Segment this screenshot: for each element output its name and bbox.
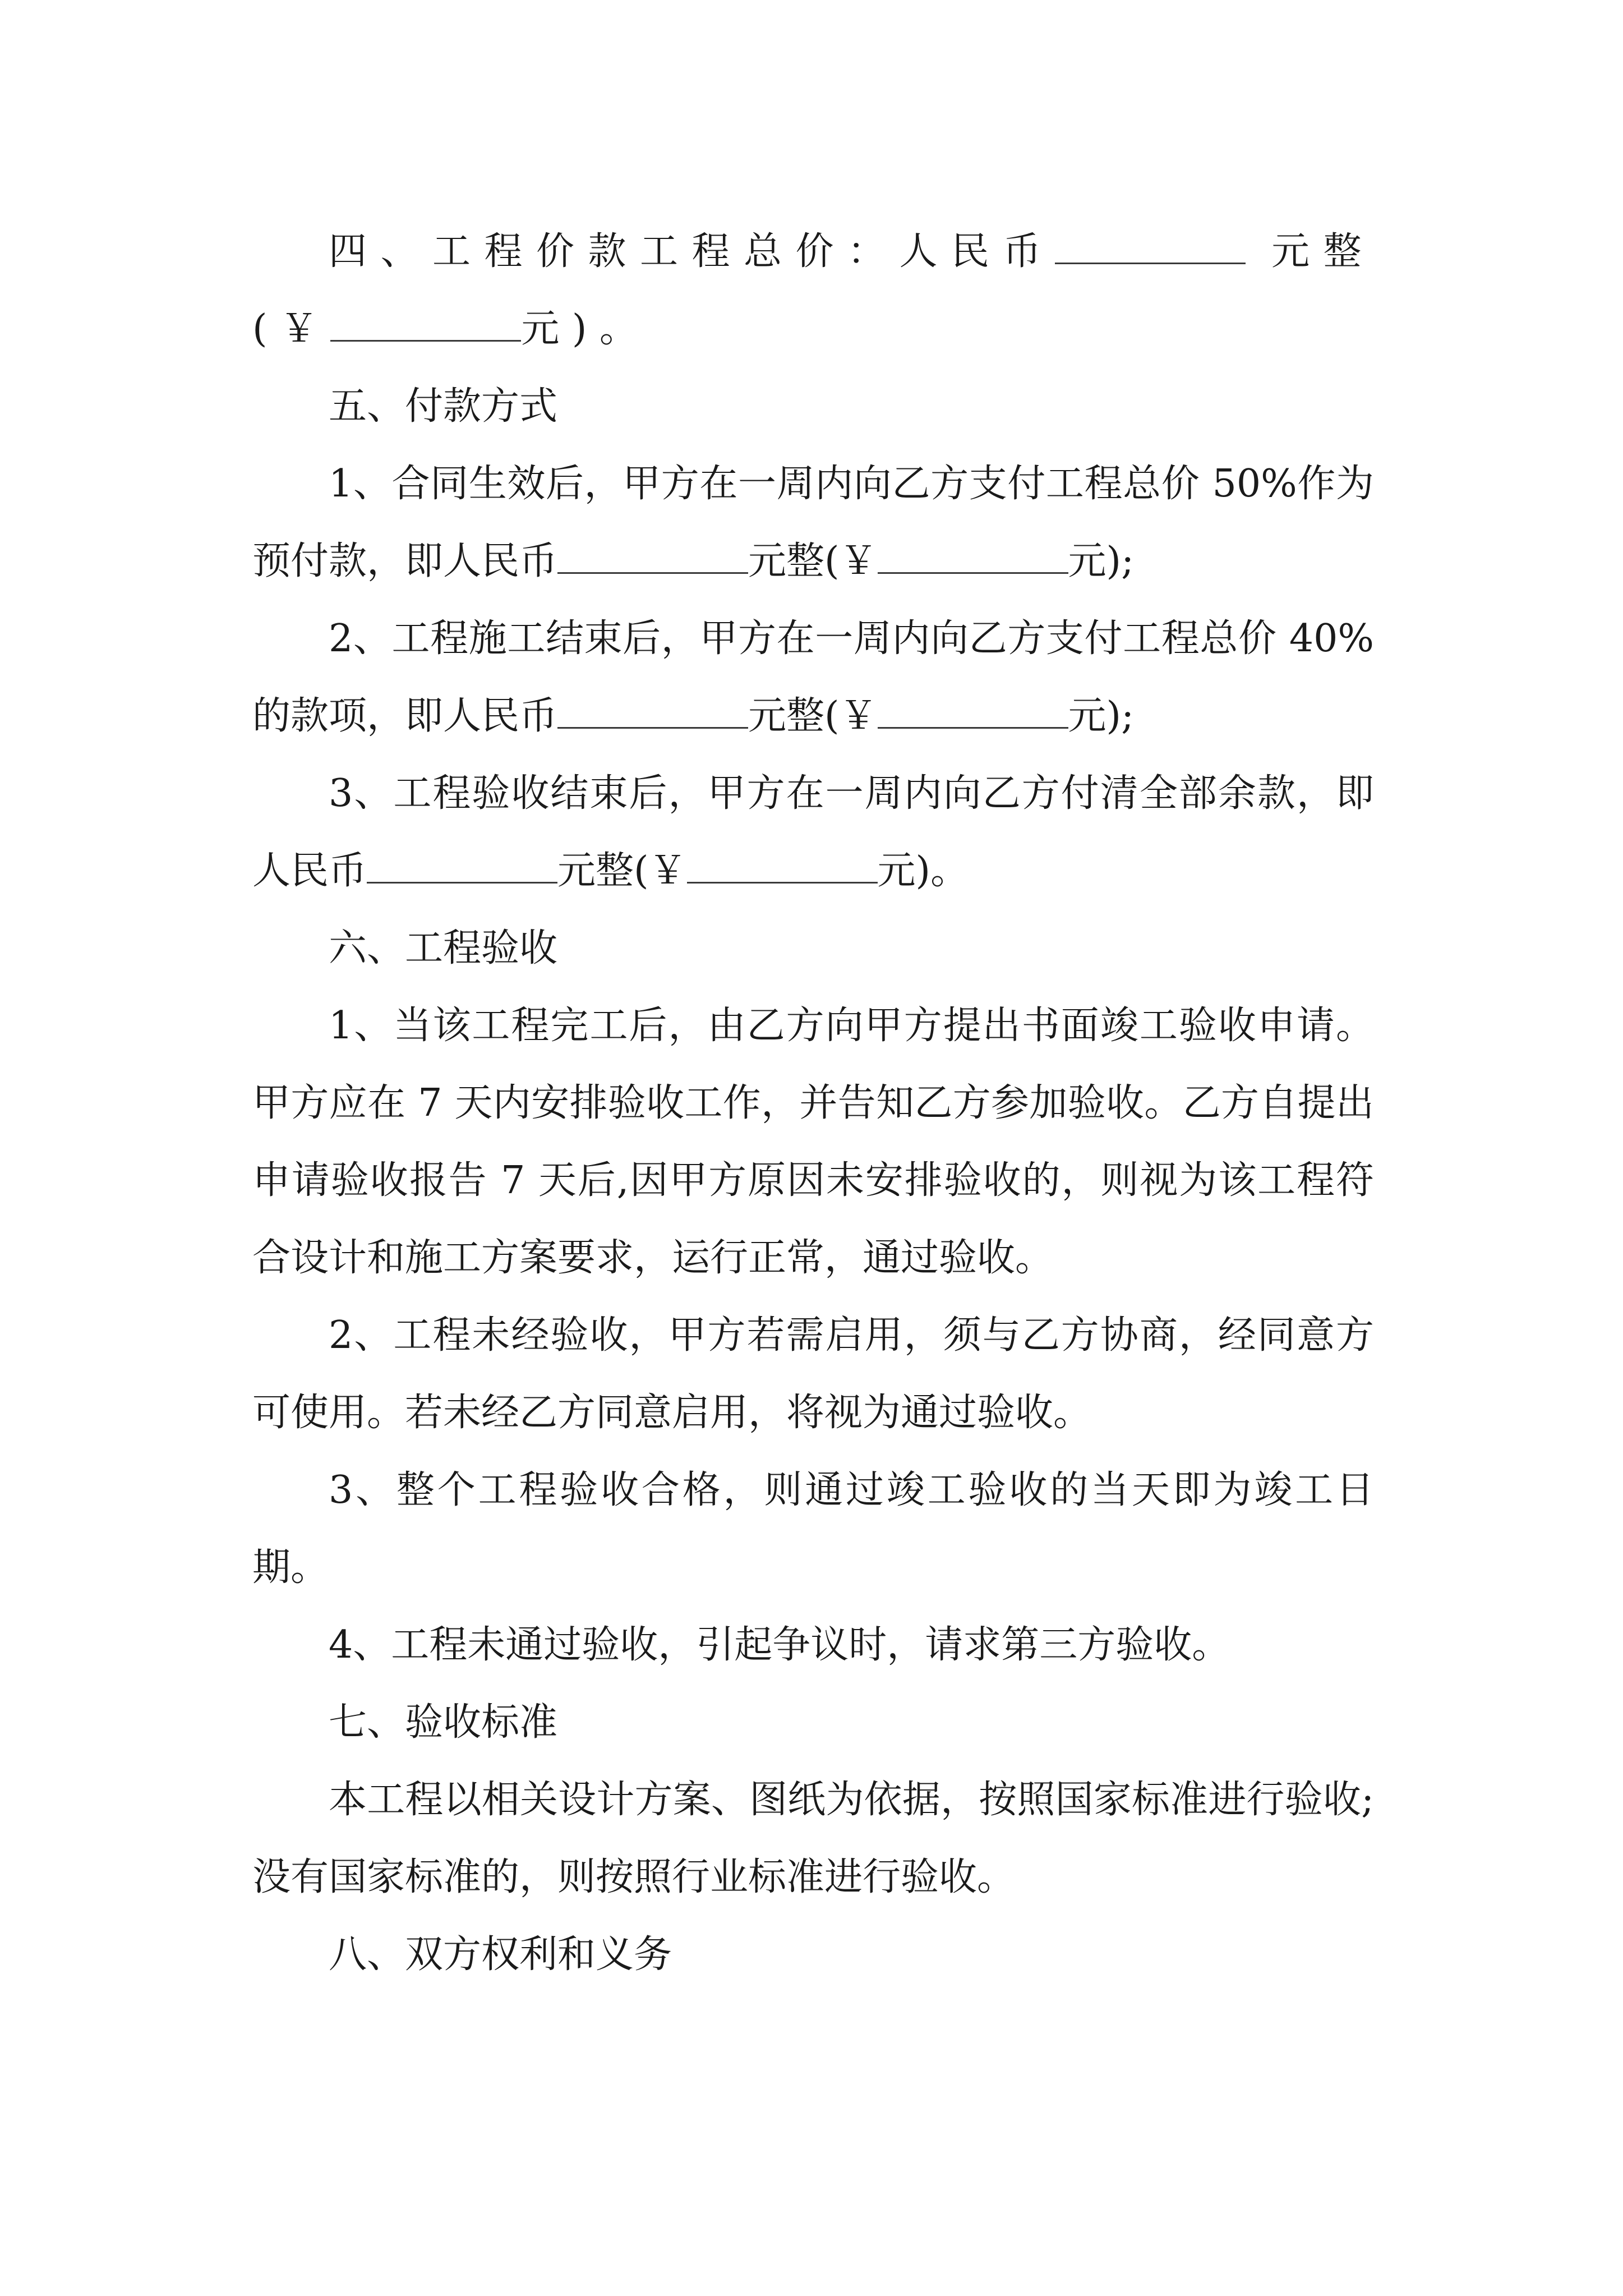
section-4-text-mid: 元整(￥: [252, 229, 1374, 351]
amount-blank[interactable]: [367, 848, 557, 884]
section-5-heading: 五、付款方式: [329, 384, 558, 429]
section-7-heading: 七、验收标准: [329, 1700, 558, 1745]
item-3-text-before: 3、工程验收结束后，甲方在一周内向乙方付清全部余款，即人民币: [252, 771, 1374, 893]
amount-figure-blank[interactable]: [330, 306, 521, 342]
section-7-body: 本工程以相关设计方案、图纸为依据，按照国家标准进行验收;没有国家标准的，则按照行业标准进行验收。: [252, 1778, 1374, 1899]
item-3-text-mid: 元整(￥: [557, 849, 687, 893]
item-2-text-after: 元);: [1068, 694, 1134, 738]
amount-blank[interactable]: [557, 693, 748, 729]
item-3-text-after: 元)。: [877, 849, 969, 893]
amount-figure-blank[interactable]: [687, 848, 878, 884]
amount-blank[interactable]: [557, 538, 748, 574]
item-2-text-mid: 元整(￥: [748, 694, 878, 738]
amount-figure-blank[interactable]: [878, 693, 1068, 729]
section-5-item-2: [252, 600, 1374, 755]
section-6-item-3: 3、整个工程验收合格，则通过竣工验收的当天即为竣工日期。: [252, 1468, 1374, 1590]
section-5-item-1: [252, 445, 1374, 600]
section-8-heading: 八、双方权利和义务: [329, 1932, 672, 1977]
item-1-text-mid: 元整(￥: [748, 539, 878, 583]
amount-figure-blank[interactable]: [878, 538, 1068, 574]
section-6-item-2: 2、工程未经验收，甲方若需启用，须与乙方协商，经同意方可使用。若未经乙方同意启用，将视为通过验收。: [252, 1313, 1374, 1435]
section-6-item-4: 4、工程未通过验收，引起争议时，请求第三方验收。: [329, 1623, 1230, 1667]
item-1-text-after: 元);: [1068, 539, 1134, 583]
section-4-text-before: 四、工程价款工程总价：人民币: [329, 229, 1055, 274]
section-4-price: [252, 213, 1374, 368]
amount-blank[interactable]: [1055, 228, 1246, 264]
item-1-text-before: 1、合同生效后，甲方在一周内向乙方支付工程总价 50%作为预付款，即人民币: [252, 462, 1374, 583]
section-5-item-3: [252, 755, 1374, 910]
item-2-text-before: 2、工程施工结束后，甲方在一周内向乙方支付工程总价 40%的款项，即人民币: [252, 616, 1374, 738]
document-body: [252, 213, 1374, 1994]
section-4-text-after: 元)。: [521, 307, 651, 351]
section-6-item-1: 1、当该工程完工后，由乙方向甲方提出书面竣工验收申请。甲方应在 7 天内安排验收工作，并告知乙方参加验收。乙方自提出申请验收报告 7 天后,因甲方原因未安排验收的，则视为该工程符合设计和施工方案要求，运行正常，通过验收。: [252, 1004, 1374, 1280]
section-6-heading: 六、工程验收: [329, 926, 558, 970]
